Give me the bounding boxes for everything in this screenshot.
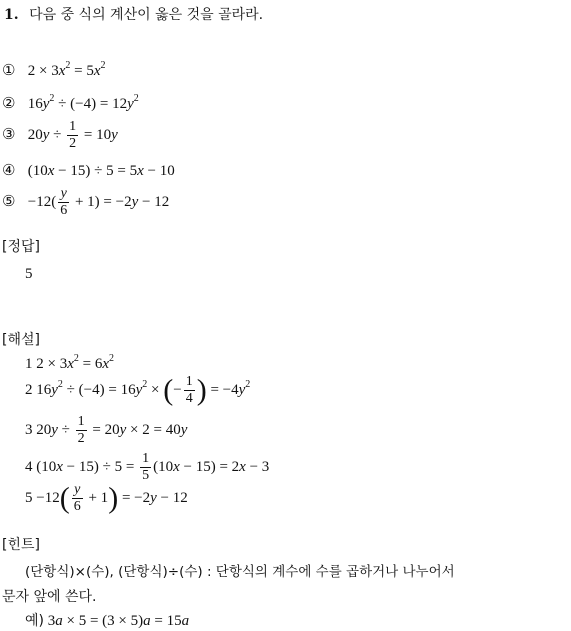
explanation-item-3: 3 20y ÷ $\frac{1}{2}$ = 20y × 2 = 40y: [25, 414, 188, 446]
answer-header: [정답]: [2, 239, 40, 255]
fraction: $\frac{1}{2}$: [69, 119, 77, 151]
explanation-num: 5: [25, 489, 33, 506]
question-line: [4, 6, 263, 24]
choice-4: ④ (10x − 15) ÷ 5 = 5x − 10: [2, 163, 175, 179]
explanation-num: 2: [25, 381, 33, 398]
hint-header: [힌트]: [2, 537, 40, 553]
hint-line-1: (단항식)×(수), (단항식)÷(수) : 단항식의 계수에 수를 곱하거나 나누어서: [25, 564, 455, 580]
choice-mark: ①: [2, 63, 16, 79]
explanation-num: 4: [25, 458, 33, 475]
question-number: 1.: [4, 7, 19, 23]
fraction: $\frac{1}{2}$: [77, 414, 85, 446]
hint-example-label: 예): [25, 613, 44, 629]
explanation-num: 1: [25, 356, 33, 372]
fraction: $\frac{1}{5}$: [142, 451, 150, 483]
choice-2: ② $16y^2 \div (-4) = 12y^2$: [2, 93, 139, 112]
question-text: 다음 중 식의 계산이 옳은 것을 골라라.: [29, 7, 264, 23]
explanation-num: 3: [25, 421, 33, 438]
explanation-item-2: 2 $16y^2 \div (-4) = 16y^2$ × (− $\frac{1}{4}$ ) = $-4y^2$: [25, 373, 251, 407]
fraction: $\frac{1}{4}$: [185, 374, 193, 406]
fraction: $\frac{y}{6}$: [73, 482, 81, 514]
choice-mark: ⑤: [2, 193, 16, 210]
choice-5: ⑤ −12( $\frac{y}{6}$ + 1) = −2y − 12: [2, 186, 170, 218]
hint-example: 예) 3a × 5 = (3 × 5)a = 15a: [25, 613, 190, 629]
answer-value: 5: [25, 266, 33, 282]
choice-mark: ④: [2, 163, 16, 179]
fraction: $\frac{y}{6}$: [60, 186, 68, 218]
explanation-item-1: 1 $2 \times 3x^2 = 6x^2$: [25, 353, 115, 372]
choice-1: ① $2 \times 3x^2 = 5x^2$: [2, 60, 106, 79]
explanation-item-5: 5 −12( $\frac{y}{6}$ + 1) = −2y − 12: [25, 481, 188, 515]
explanation-header: [해설]: [2, 332, 40, 348]
choice-3: ③ 20y ÷ $\frac{1}{2}$ = 10y: [2, 119, 118, 151]
explanation-item-4: 4 (10x − 15) ÷ 5 = $\frac{1}{5}$ (10x − 15) = 2x − 3: [25, 451, 270, 483]
hint-line-2: 문자 앞에 쓴다.: [2, 589, 97, 605]
choice-mark: ②: [2, 96, 16, 112]
choice-mark: ③: [2, 126, 16, 143]
